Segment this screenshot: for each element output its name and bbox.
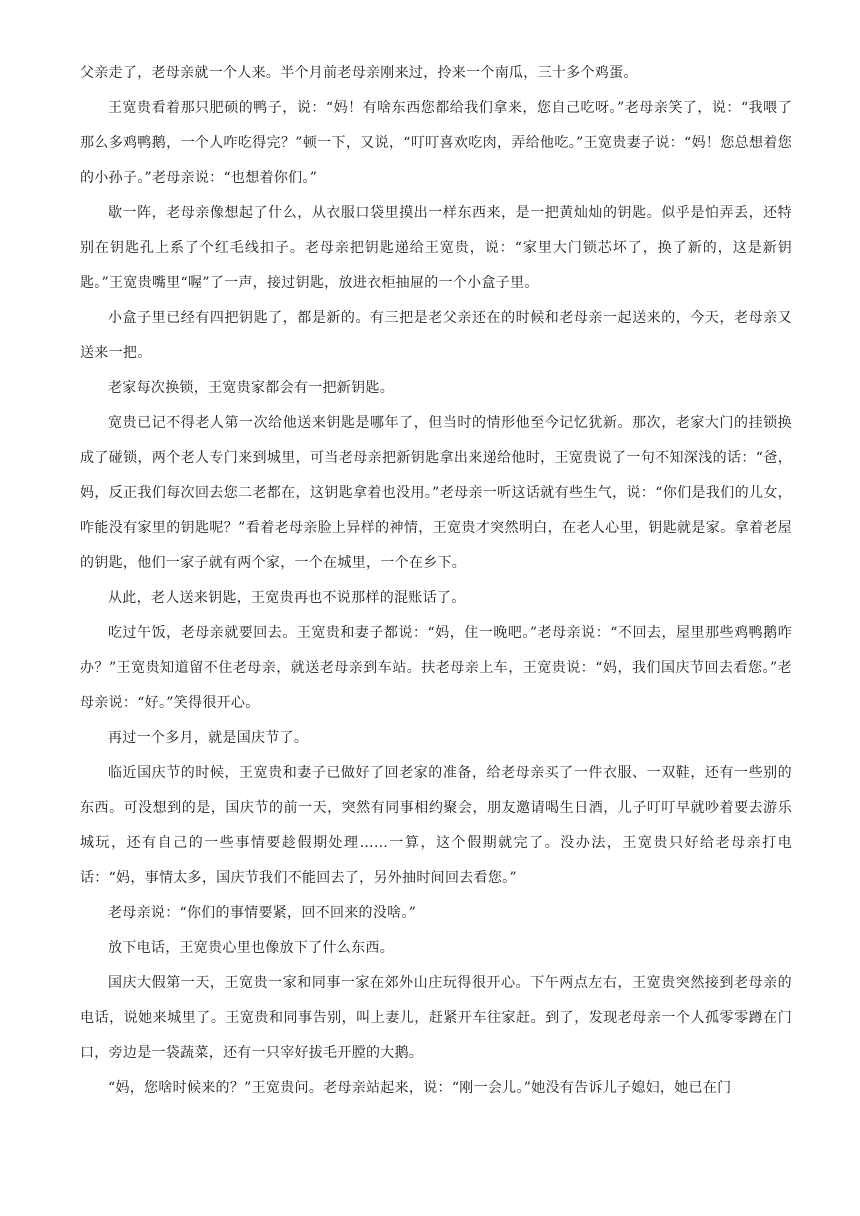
paragraph-14: “妈，您啥时候来的？”王宽贵问。老母亲站起来，说：“刚一会儿。”她没有告诉儿子媳妇，她已在门	[108, 1080, 732, 1096]
paragraph-2: 王宽贵看着那只肥硕的鸭子，说：“妈！有啥东西您都给我们拿来，您自己吃呀。”老母亲笑了，说：“我喂了那么多鸡鸭鹅，一个人咋吃得完？”顿一下，又说，“叮叮喜欢吃肉，弄给他吃。”王宽贵妻子说：“妈！您总想着您的小孙子。”老母亲说：“也想着你们。”	[80, 100, 792, 186]
document-page	[80, 56, 792, 1106]
paragraph-6: 宽贵已记不得老人第一次给他送来钥匙是哪年了，但当时的情形他至今记忆犹新。那次，老家大门的挂锁换成了碰锁，两个老人专门来到城里，可当老母亲把新钥匙拿出来递给他时，王宽贵说了一句不知深浅的话：“爸，妈，反正我们每次回去您二老都在，这钥匙拿着也没用。”老母亲一听这话就有些生气，说：“你们是我们的儿女，咋能没有家里的钥匙呢？”看着老母亲脸上异样的神情，王宽贵才突然明白，在老人心里，钥匙就是家。拿着老屋的钥匙，他们一家子就有两个家，一个在城里，一个在乡下。	[80, 415, 792, 571]
paragraph-1: 父亲走了，老母亲就一个人来。半个月前老母亲刚来过，拎来一个南瓜，三十多个鸡蛋。	[80, 65, 638, 81]
paragraph-12: 放下电话，王宽贵心里也像放下了什么东西。	[108, 940, 394, 956]
paragraph-4: 小盒子里已经有四把钥匙了，都是新的。有三把是老父亲还在的时候和老母亲一起送来的，今天，老母亲又送来一把。	[80, 310, 792, 361]
paragraph-5: 老家每次换锁，王宽贵家都会有一把新钥匙。	[108, 380, 394, 396]
paragraph-11: 老母亲说：“你们的事情要紧，回不回来的没啥。”	[108, 905, 417, 921]
paragraph-13: 国庆大假第一天，王宽贵一家和同事一家在郊外山庄玩得很开心。下午两点左右，王宽贵突然接到老母亲的电话，说她来城里了。王宽贵和同事告别，叫上妻儿，赶紧开车往家赶。到了，发现老母亲一个人孤零零蹲在门口，旁边是一袋蔬菜，还有一只宰好拔毛开膛的大鹅。	[80, 975, 792, 1061]
paragraph-3: 歇一阵，老母亲像想起了什么，从衣服口袋里摸出一样东西来，是一把黄灿灿的钥匙。似乎是怕弄丢，还特别在钥匙孔上系了个红毛线扣子。老母亲把钥匙递给王宽贵，说：“家里大门锁芯坏了，换了新的，这是新钥匙。”王宽贵嘴里“喔”了一声，接过钥匙，放进衣柜抽屉的一个小盒子里。	[80, 205, 792, 291]
paragraph-10: 临近国庆节的时候，王宽贵和妻子已做好了回老家的准备，给老母亲买了一件衣服、一双鞋，还有一些别的东西。可没想到的是，国庆节的前一天，突然有同事相约聚会，朋友邀请喝生日酒，儿子叮叮早就吵着要去游乐城玩，还有自己的一些事情要趁假期处理……一算，这个假期就完了。没办法，王宽贵只好给老母亲打电话：“妈，事情太多，国庆节我们不能回去了，另外抽时间回去看您。”	[80, 765, 792, 886]
paragraph-7: 从此，老人送来钥匙，王宽贵再也不说那样的混账话了。	[108, 590, 466, 606]
paragraph-8: 吃过午饭，老母亲就要回去。王宽贵和妻子都说：“妈，住一晚吧。”老母亲说：“不回去，屋里那些鸡鸭鹅咋办？”王宽贵知道留不住老母亲，就送老母亲到车站。扶老母亲上车，王宽贵说：“妈，我们国庆节回去看您。”老母亲说：“好。”笑得很开心。	[80, 625, 792, 711]
paragraph-9: 再过一个多月，就是国庆节了。	[108, 730, 309, 746]
